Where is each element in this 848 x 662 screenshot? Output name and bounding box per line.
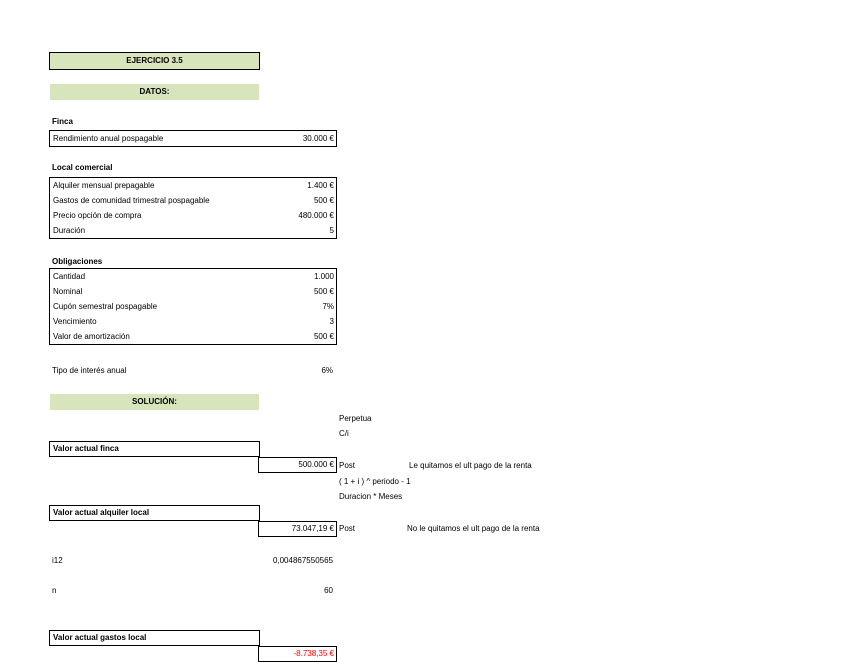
n-row xyxy=(49,583,335,598)
local-row-label: Duración xyxy=(53,226,86,235)
gastos-note: Post xyxy=(339,524,356,533)
alquiler-result-label-cell xyxy=(49,505,260,521)
local-row xyxy=(50,223,336,238)
gastos-result-value: -8.738,35 € xyxy=(293,649,334,658)
n-formula-note: Duracion * Meses xyxy=(339,492,403,501)
finca-result-value-cell xyxy=(258,457,337,473)
obligaciones-row-label: Nominal xyxy=(53,287,83,296)
local-row-value: 480.000 € xyxy=(298,211,334,220)
alquiler-result-value-cell xyxy=(258,521,337,537)
datos-band: DATOS: xyxy=(50,84,259,100)
solucion-band: SOLUCIÓN: xyxy=(50,394,259,410)
n-label: n xyxy=(52,586,57,595)
i12-label: i12 xyxy=(52,556,63,565)
local-table xyxy=(49,177,337,239)
local-row xyxy=(50,193,336,208)
finca-formula-note: C/i xyxy=(339,429,349,438)
finca-row-label: Rendimiento anual pospagable xyxy=(53,134,164,143)
local-row-label: Precio opción de compra xyxy=(53,211,142,220)
obligaciones-row-value: 1.000 xyxy=(313,272,334,281)
tipo-interes-value: 6% xyxy=(321,366,333,375)
obligaciones-row-label: Cantidad xyxy=(53,272,86,281)
obligaciones-row xyxy=(50,269,336,284)
i12-row xyxy=(49,553,335,568)
i12-value: 0,004867550565 xyxy=(272,556,333,565)
obligaciones-row xyxy=(50,284,336,299)
finca-result-label: Valor actual finca xyxy=(53,444,119,453)
obligaciones-row xyxy=(50,314,336,329)
obligaciones-row-label: Valor de amortización xyxy=(53,332,130,341)
finca-row-value: 30.000 € xyxy=(302,134,334,143)
gastos-result-value-cell xyxy=(258,646,337,662)
obligaciones-row-value: 500 € xyxy=(313,332,334,341)
obligaciones-row-value: 500 € xyxy=(313,287,334,296)
tipo-interes-label: Tipo de interés anual xyxy=(52,366,127,375)
finca-result-label-cell xyxy=(49,441,260,457)
alquiler-note: Post xyxy=(339,461,356,470)
obligaciones-heading: Obligaciones xyxy=(52,257,103,266)
obligaciones-row xyxy=(50,329,336,344)
gastos-result-label: Valor actual gastos local xyxy=(53,633,147,642)
alquiler-result-value: 73.047,19 € xyxy=(291,524,334,533)
local-row xyxy=(50,208,336,223)
i12-formula-note: ( 1 + i ) ^ periodo - 1 xyxy=(339,477,411,486)
obligaciones-row-label: Cupón semestral pospagable xyxy=(53,302,158,311)
obligaciones-table xyxy=(49,268,337,345)
finca-row xyxy=(50,131,336,146)
alquiler-result-label: Valor actual alquiler local xyxy=(53,508,150,517)
local-row-label: Gastos de comunidad trimestral pospagable xyxy=(53,196,210,205)
finca-table xyxy=(49,130,337,147)
local-heading: Local comercial xyxy=(52,163,113,172)
exercise-title: EJERCICIO 3.5 xyxy=(49,52,260,70)
obligaciones-row-label: Vencimiento xyxy=(53,317,97,326)
gastos-comment: No le quitamos el ult pago de la renta xyxy=(407,524,540,533)
local-row-value: 500 € xyxy=(313,196,334,205)
alquiler-comment: Le quitamos el ult pago de la renta xyxy=(409,461,532,470)
tipo-interes-row xyxy=(49,363,335,378)
local-row xyxy=(50,178,336,193)
finca-result-value: 500.000 € xyxy=(298,460,334,469)
obligaciones-row-value: 7% xyxy=(322,302,334,311)
local-row-label: Alquiler mensual prepagable xyxy=(53,181,155,190)
obligaciones-row-value: 3 xyxy=(329,317,334,326)
finca-heading: Finca xyxy=(52,117,73,126)
obligaciones-row xyxy=(50,299,336,314)
perpetua-note: Perpetua xyxy=(339,414,372,423)
n-value: 60 xyxy=(324,586,333,595)
gastos-result-label-cell xyxy=(49,630,260,646)
local-row-value: 1.400 € xyxy=(307,181,334,190)
local-row-value: 5 xyxy=(329,226,334,235)
